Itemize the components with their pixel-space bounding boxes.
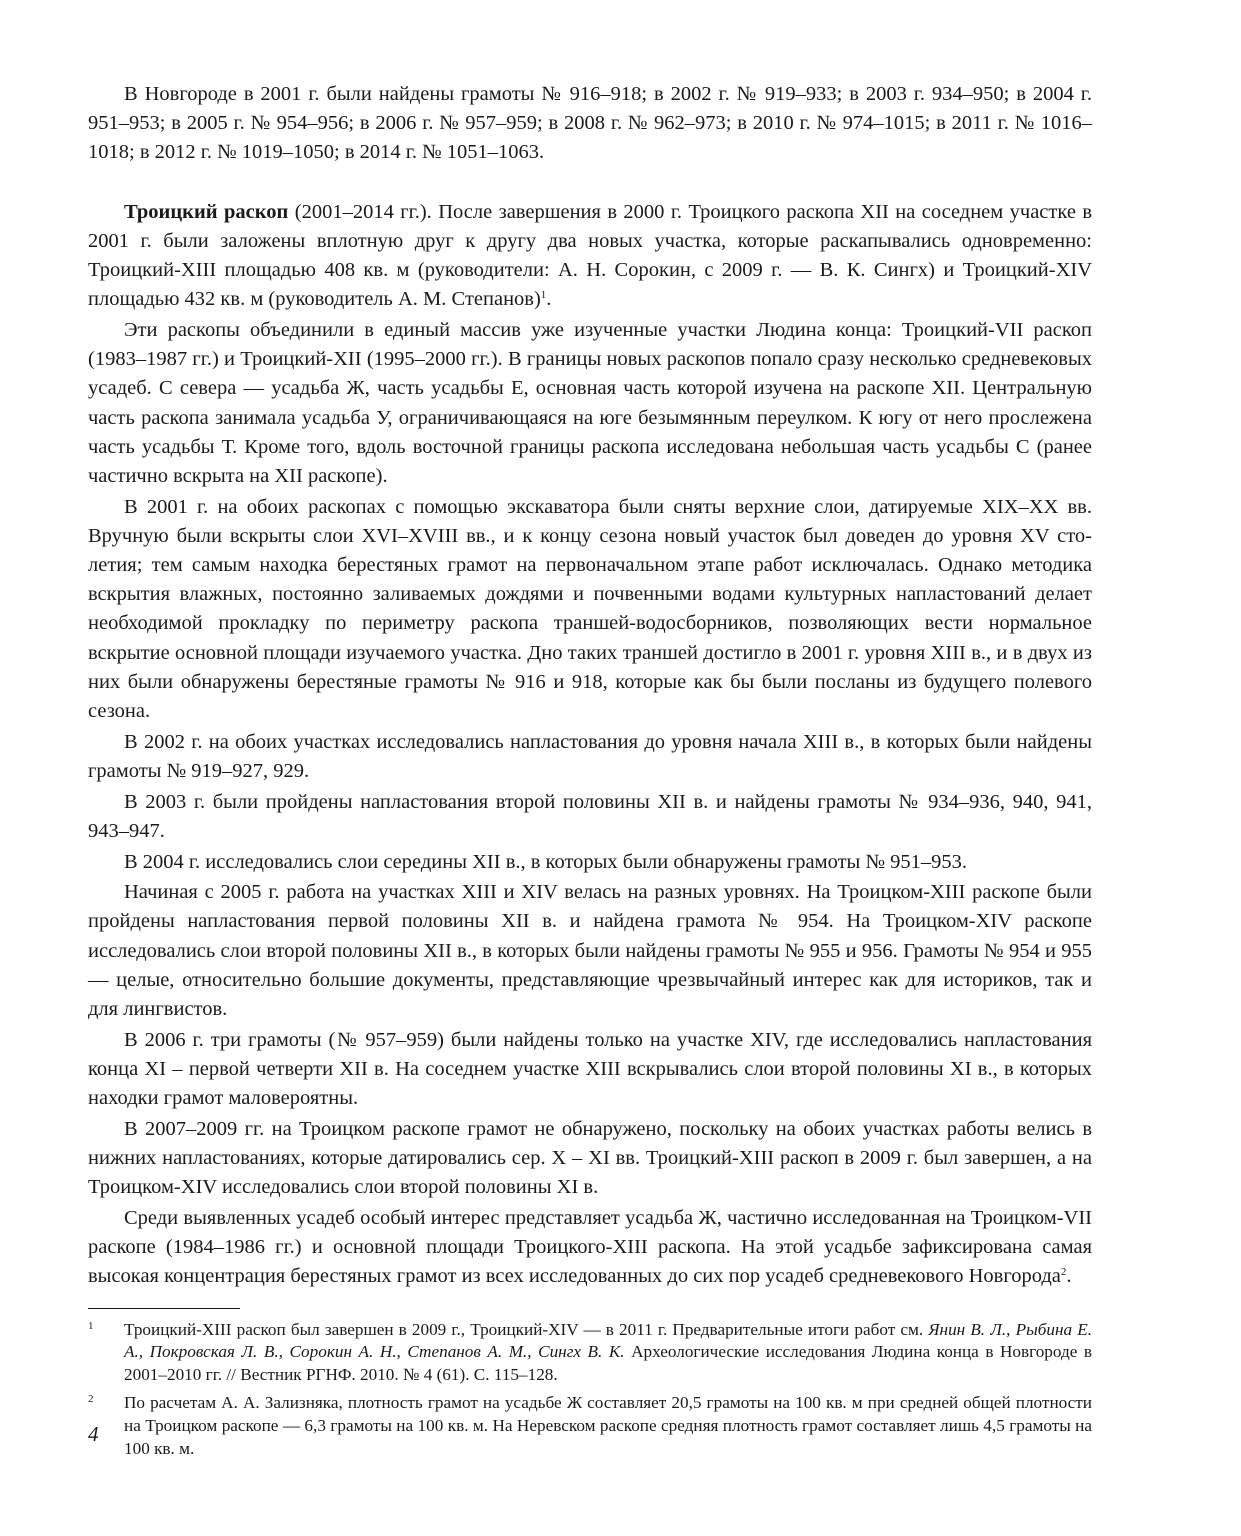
paragraph: Эти раскопы объединили в единый массив уже изученные участки Людина конца: Троицкий-VII раскоп (1983–1987 гг.) и Троицкий-XII (1995–2000 гг.). В границы новых раскопов попало сразу несколько средневековых усадеб. С севера — усадьба Ж, часть усадьбы Е, основная часть которой изучена на раскопе XII. Центральную часть раскопа занимала усадьба У, ограничивающаяся на юге безымянным переулком. К югу от него прослежена часть усадьбы Т. Кроме того, вдоль восточной границы раскопа исследована небольшая часть усадьбы С (ранее частично вскрыта на XII раскопе). <box>88 318 1092 487</box>
page-body <box>88 80 1092 1465</box>
last-paragraph-text: Среди выявленных усадеб особый интерес представляет усадьба Ж, частично исследованная на Троицком-VII раскопе (1984–1986 гг.) и основной площади Троицкого-XIII раскопа. На этой усадьбе зафиксирована самая высокая концентрация берестяных грамот из всех исследованных до сих пор усадеб средневекового Новгорода <box>88 1207 1092 1288</box>
page-number: 4 <box>88 1422 99 1446</box>
footnote-1 <box>88 1319 1092 1387</box>
footnote-text: По расчетам А. А. Зализняка, плотность грамот на усадьбе Ж составляет 20,5 грамоты на 100 кв. м при средней общей плотности на Троицком раскопе — 6,3 грамоты на 100 кв. м. На Неревском раскопе средняя плотность грамот составляет лишь 4,5 грамоты на 100 кв. м. <box>124 1393 1092 1458</box>
last-paragraph <box>88 1204 1092 1292</box>
paragraph: В 2002 г. на обоих участках исследовались напластования до уровня начала XIII в., в которых были найдены грамоты № 919–927, 929. <box>88 730 1092 782</box>
footnote-divider <box>88 1308 240 1309</box>
paragraph: В 2007–2009 гг. на Троицком раскопе грамот не обнаружено, поскольку на обоих участках работы велись в нижних напластованиях, которые датировались сер. X – XI вв. Троицкий-XIII раскоп в 2009 г. был завершен, а на Троицком-XIV исследовались слои второй половины XI в. <box>88 1117 1092 1199</box>
footnote-text: Троицкий-XIII раскоп был завершен в 2009 г., Троицкий-XIV — в 2011 г. Предварительные итоги работ см. <box>124 1319 929 1339</box>
paragraph: В 2006 г. три грамоты (№ 957–959) были найдены только на участке XIV, где исследовались напластования конца XI – первой четверти XII в. На соседнем участке XIII вскрывались слои второй половины XI в., в которых находки грамот маловероятны. <box>88 1028 1092 1110</box>
section-lead-text: (2001–2014 гг.). После завершения в 2000 г. Троицкого раскопа XII на соседнем участке в 2001 г. были заложены вплотную друг к другу два новых участка, которые раскапывались одновременно: Троицкий-XIII площадью 408 кв. м (руководители: А. Н. Сорокин, с 2009 г. — В. К. Сингх) и Троицкий-XIV площадью 432 кв. м (руководитель А. М. Степанов) <box>88 200 1092 311</box>
section-lead-paragraph <box>88 198 1092 315</box>
paragraph: В 2004 г. исследовались слои середины XII в., в которых были обнаружены грамоты № 951–953. <box>124 850 968 873</box>
section-heading: Троицкий раскоп <box>124 200 289 223</box>
footnote-ref-2[interactable]: 2 <box>1060 1266 1067 1279</box>
footnote-number: 2 <box>88 1393 94 1406</box>
section-lead-end: . <box>546 288 552 311</box>
last-paragraph-end: . <box>1066 1265 1072 1288</box>
footnote-text-after: Археологические исследования Людина конца в Новгороде в 2001–2010 гг. // Вестник РГНФ. 2010. № 4 (61). С. 115–128. <box>124 1342 1092 1385</box>
paragraph: В 2003 г. были пройдены напластования второй половины XII в. и найдены грамоты № 934–936, 940, 941, 943–947. <box>88 790 1092 842</box>
paragraph: В 2001 г. на обоих раскопах с помощью экскаватора были сняты верхние слои, датируемые XIX–XX вв. Вручную были вскрыты слои XVI–XVIII вв., и к концу сезона новый участок был доведен до уровня XV столетия; тем самым находка берестяных грамот на первоначальном этапе работ исключалась. Однако методика вскрытия влажных, постоянно заливаемых дождями и почвенными водами культурных напластований делает необходимой прокладку по периметру раскопа траншей-водосборников, позволяющих вести нормальное вскрытие основной площади изучаемого участка. Дно таких траншей достигло в 2001 г. уровня XIII в., и в двух из них были обнаружены берестяные грамоты № 916 и 918, которые как бы были посланы из будущего полевого сезона. <box>88 495 1092 723</box>
footnote-authors: Янин В. Л., Рыбина Е. А., Покровская Л. В., Сорокин А. Н., Степанов А. М., Сингх В. К. <box>124 1319 1092 1362</box>
footnote-2 <box>88 1392 1092 1460</box>
paragraph: Начиная с 2005 г. работа на участках XIII и XIV велась на разных уровнях. На Троицком-XIII раскопе были пройдены напластования первой половины XII в. и найдена грамота № 954. На Троицком-XIV раскопе исследовались слои второй половины XII в., в которых были найдены грамоты № 955 и 956. Грамоты № 954 и 955 — целые, относительно большие документы, представляющие чрезвычайный интерес как для историков, так и для лингвистов. <box>88 881 1092 1021</box>
intro-paragraph: В Новгороде в 2001 г. были найдены грамоты № 916–918; в 2002 г. № 919–933; в 2003 г. 934–950; в 2004 г. 951–953; в 2005 г. № 954–956; в 2006 г. № 957–959; в 2008 г. № 962–973; в 2010 г. № 974–1015; в 2011 г. № 1016–1018; в 2012 г. № 1019–1050; в 2014 г. № 1051–1063. <box>88 83 1092 164</box>
footnote-number: 1 <box>88 1319 94 1332</box>
footnote-ref-1[interactable]: 1 <box>540 289 547 302</box>
